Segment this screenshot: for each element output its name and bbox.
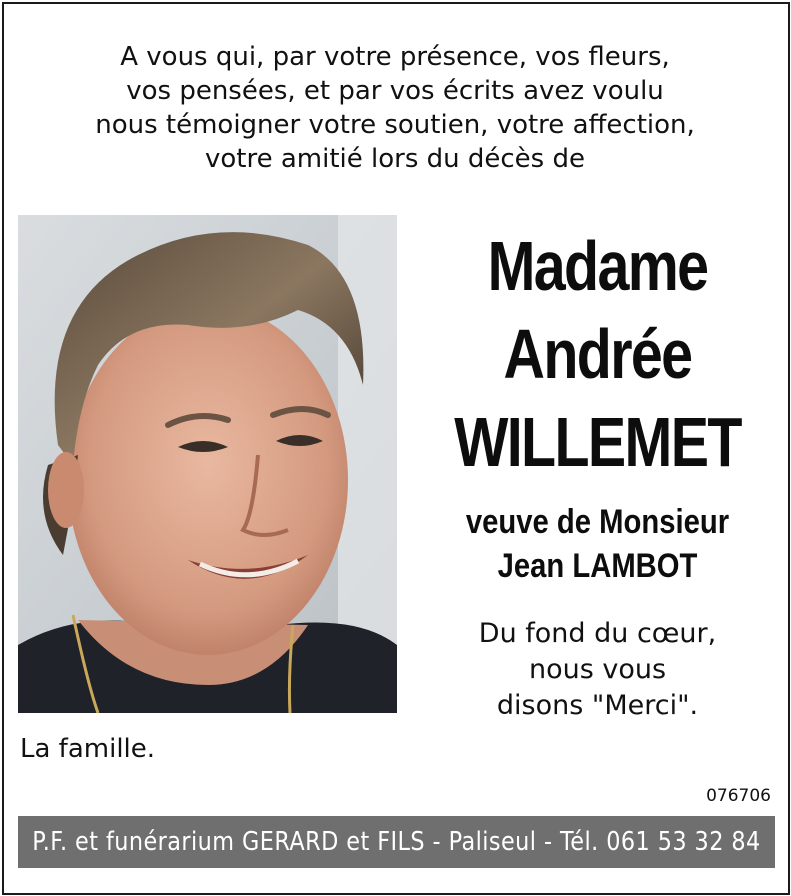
name-last: WILLEMET: [454, 403, 741, 481]
thanks-text: [410, 616, 785, 724]
funeral-home-banner: [18, 816, 775, 868]
name-first: Andrée: [503, 315, 692, 393]
deceased-name: [410, 222, 785, 486]
family-signature: La famille.: [20, 734, 156, 764]
intro-line: A vous qui, par votre présence, vos fleurs,: [120, 42, 670, 72]
reference-number: 076706: [706, 786, 771, 806]
widow-of: [410, 500, 785, 588]
thanks-line: Du fond du cœur,: [478, 618, 717, 649]
name-title: Madame: [487, 227, 708, 305]
thanks-line: nous vous: [528, 654, 667, 685]
widow-line: Jean LAMBOT: [497, 547, 698, 585]
portrait-photo: [18, 215, 397, 713]
intro-line: votre amitié lors du décès de: [204, 144, 585, 174]
portrait-illustration: [18, 215, 397, 713]
thanks-line: disons "Merci".: [496, 690, 699, 721]
intro-line: nous témoigner votre soutien, votre affection,: [95, 110, 695, 140]
intro-line: vos pensées, et par vos écrits avez voulu: [126, 76, 664, 106]
widow-line: veuve de Monsieur: [465, 503, 730, 541]
intro-text: [20, 40, 770, 176]
funeral-home-text: P.F. et funérarium GERARD et FILS - Paliseul - Tél. 061 53 32 84: [32, 827, 761, 857]
